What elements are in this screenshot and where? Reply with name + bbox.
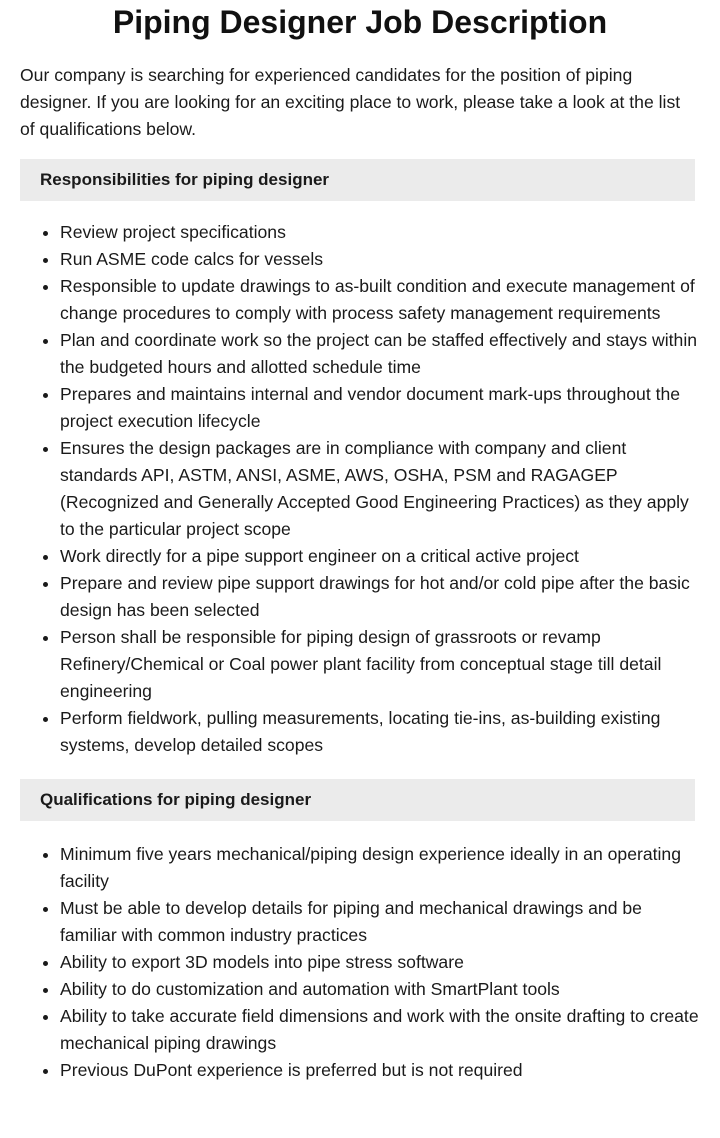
list-item: • Prepares and maintains internal and vendor document mark-ups throughout the project execution lifecycle [60, 381, 700, 435]
list-item: • Prepare and review pipe support drawings for hot and/or cold pipe after the basic design has been selected [60, 570, 700, 624]
list-item: • Perform fieldwork, pulling measurements, locating tie-ins, as-building existing systems, develop detailed scopes [60, 705, 700, 759]
responsibilities-heading: Responsibilities for piping designer [20, 159, 695, 201]
list-item: • Review project specifications [60, 219, 700, 246]
intro-paragraph: Our company is searching for experienced candidates for the position of piping designer. If you are looking for an exciting place to work, please take a look at the list of qualifications below. [20, 65, 681, 139]
list-item: • Run ASME code calcs for vessels [60, 246, 700, 273]
list-item: • Work directly for a pipe support engineer on a critical active project [60, 543, 700, 570]
qualifications-list [20, 841, 700, 1084]
page-title: Piping Designer Job Description [112, 4, 608, 40]
list-item: • Must be able to develop details for piping and mechanical drawings and be familiar with common industry practices [60, 895, 700, 949]
list-item: • Previous DuPont experience is preferred but is not required [60, 1057, 700, 1084]
list-item: • Person shall be responsible for piping design of grassroots or revamp Refinery/Chemical or Coal power plant facility from conceptual stage till detail engineering [60, 624, 700, 705]
responsibilities-list [20, 219, 700, 759]
list-item: • Minimum five years mechanical/piping design experience ideally in an operating facility [60, 841, 700, 895]
qualifications-heading: Qualifications for piping designer [20, 779, 695, 821]
list-item: • Ability to take accurate field dimensions and work with the onsite drafting to create mechanical piping drawings [60, 1003, 700, 1057]
list-item: • Plan and coordinate work so the project can be staffed effectively and stays within the budgeted hours and allotted schedule time [60, 327, 700, 381]
list-item: • Ability to do customization and automation with SmartPlant tools [60, 976, 700, 1003]
list-item: • Ensures the design packages are in compliance with company and client standards API, ASTM, ANSI, ASME, AWS, OSHA, PSM and RAGAGEP (Recognized and Generally Accepted Good Engineering Practices) as they apply to the particular project scope [60, 435, 700, 543]
list-item: • Responsible to update drawings to as-built condition and execute management of change procedures to comply with process safety management requirements [60, 273, 700, 327]
list-item: • Ability to export 3D models into pipe stress software [60, 949, 700, 976]
